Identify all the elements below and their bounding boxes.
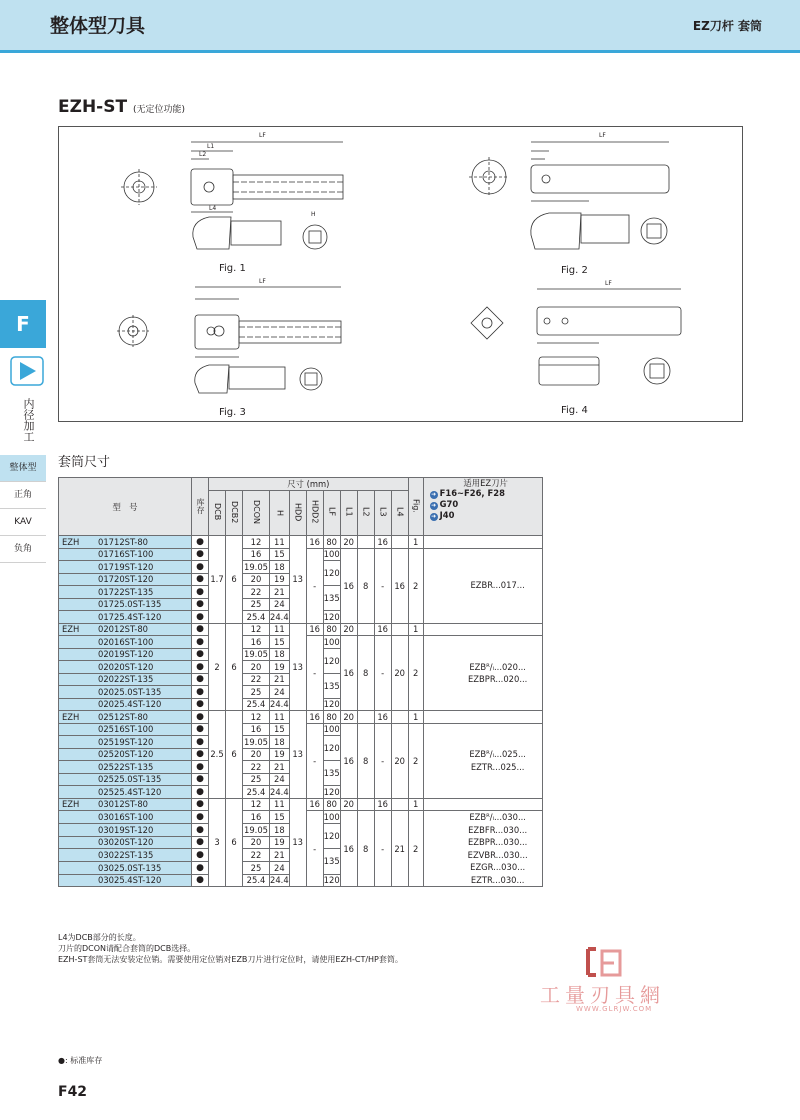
h-cell: 24 [270,598,290,611]
note-1: L4为DCB部分的长度。 [58,933,141,942]
stock-dot: ● [192,536,209,549]
l2-cell: 8 [357,636,374,711]
stock-dot: ● [192,611,209,624]
l2-cell [357,798,374,811]
lf-cell: 120 [323,823,340,849]
stock-dot: ● [192,686,209,699]
side-item-positive[interactable]: 正角 [0,482,46,509]
l2-cell: 8 [357,548,374,623]
dcon-cell: 16 [243,811,270,824]
lf-cell: 120 [323,699,340,710]
model-cell: 01716ST-100 [59,548,192,561]
stock-dot: ● [192,648,209,661]
stock-dot: ● [192,811,209,824]
l3-cell: - [374,723,391,798]
side-item-kav[interactable]: KAV [0,509,46,536]
l4-cell: 20 [391,636,408,711]
hdd2-cell: - [306,636,323,711]
insert-code: EZBPR...030... [468,837,528,847]
dcb2-cell: 6 [226,711,243,799]
h-cell: 19 [270,573,290,586]
page-title: 整体型刀具 [50,15,146,37]
h-cell: 24.4 [270,699,289,710]
dcon-cell: 19.05 [244,824,268,835]
model-cell: 02025.0ST-135 [59,686,192,699]
col-lf: LF [323,491,340,536]
h-cell: 21 [270,761,290,774]
model-cell: 03019ST-120 [59,823,192,836]
dcon-cell: 25 [243,686,270,699]
insert-code: EZBFR...030... [468,824,528,835]
l1-cell: 16 [340,548,357,623]
model-cell: EZH 02512ST-80 [59,711,192,724]
dcon-cell: 25 [243,598,270,611]
h-cell: 18 [270,561,290,574]
l3-cell: 16 [374,798,391,811]
h-cell: 19 [270,748,290,761]
dcon-cell: 16 [243,723,270,736]
dcon-cell: 25.4 [243,874,270,887]
stock-dot: ● [192,823,209,836]
lf-cell: 135 [323,673,340,698]
dcon-cell: 22 [243,761,270,774]
l1-cell: 16 [340,811,357,887]
hdd2-cell: 16 [306,536,323,549]
fig-cell: 1 [408,623,423,636]
hdd2-cell: - [306,811,323,887]
col-dcon: DCON [243,491,270,536]
h-cell: 11 [270,623,290,636]
l4-cell [391,711,408,724]
side-category-label: 内径加工 [22,398,35,442]
l3-cell: - [374,548,391,623]
h-cell: 19 [270,661,290,674]
internal-turning-icon [10,356,44,386]
lf-cell: 80 [323,623,340,636]
lf-cell: 100 [323,549,340,560]
model-cell: EZH 02012ST-80 [59,623,192,636]
fig-cell: 1 [408,536,423,549]
l2-cell: 8 [357,723,374,798]
dcon-cell: 22 [243,586,270,599]
fig-cell: 1 [408,798,423,811]
lf-cell: 80 [323,711,340,724]
section-title-text: EZH-ST [58,97,128,117]
figure-4-label: Fig. 4 [561,405,588,416]
h-cell: 24 [270,862,290,875]
hdd-cell: 13 [289,711,306,799]
model-cell: 02516ST-100 [59,723,192,736]
lf-cell: 120 [323,561,340,586]
dim-lf-2: LF [599,132,606,139]
dim-l4: L4 [209,205,217,212]
section-note: (无定位功能) [132,105,186,115]
dim-l2: L2 [199,151,207,158]
model-cell: 03020ST-120 [59,836,192,849]
l1-cell: 20 [340,711,357,724]
stock-dot: ● [192,586,209,599]
page-header [0,0,800,50]
h-cell: 11 [270,798,290,811]
dcon-cell: 22 [243,849,270,862]
l1-cell: 16 [340,723,357,798]
applicable-inserts-cell [423,723,542,798]
h-cell: 11 [270,711,290,724]
stock-dot: ● [192,636,209,649]
dcon-cell: 12 [243,623,270,636]
lf-cell: 120 [323,611,340,622]
notes [58,932,403,965]
app-cell [423,623,542,636]
side-nav [0,455,46,563]
lf-cell: 120 [323,875,340,886]
dim-h: H [311,211,316,218]
note-3: EZH-ST套筒无法安装定位销。需要使用定位销对EZB刀片进行定位时，请使用EZH-CT/HP套筒。 [58,955,403,964]
model-cell: 02022ST-135 [59,673,192,686]
l4-cell: 21 [391,811,408,887]
figure-1-label: Fig. 1 [219,263,246,274]
dcon-cell: 16 [243,636,270,649]
l4-cell: 20 [391,723,408,798]
stock-dot: ● [192,573,209,586]
insert-code: EZBR...017... [470,580,525,591]
app-cell [423,711,542,724]
l2-cell [357,536,374,549]
hdd2-cell: - [306,548,323,623]
figure-3-label: Fig. 3 [219,407,246,418]
l4-cell: 16 [391,548,408,623]
h-cell: 21 [270,673,290,686]
model-cell: 02520ST-120 [59,748,192,761]
model-cell: 03025.0ST-135 [59,862,192,875]
side-item-solid[interactable]: 整体型 [0,455,46,482]
dcb-cell: 1.7 [209,536,226,624]
model-cell: 01725.0ST-135 [59,598,192,611]
dcon-cell: 16 [243,548,270,561]
col-dcb: DCB [209,491,226,536]
figure-2-label: Fig. 2 [561,265,588,276]
dim-lf-4: LF [605,280,612,287]
l2-cell: 8 [357,811,374,887]
stock-dot: ● [192,798,209,811]
stock-dot: ● [192,773,209,786]
watermark-text: 工量刃具網 [540,983,665,1007]
dcon-cell: 20 [243,573,270,586]
h-cell: 15 [270,723,290,736]
dcb2-cell: 6 [226,536,243,624]
col-fig: Fig. [408,478,423,536]
side-item-negative[interactable]: 负角 [0,536,46,563]
dcon-cell: 25.4 [243,786,270,799]
lf-cell: 135 [323,586,340,611]
lf-cell: 80 [323,536,340,549]
col-h: H [270,491,290,536]
l1-cell: 20 [340,798,357,811]
h-cell: 24 [270,686,290,699]
dcb2-cell: 6 [226,798,243,887]
applicable-inserts-cell [423,811,542,887]
dcon-cell: 19.05 [244,649,268,660]
hdd-cell: 13 [289,536,306,624]
lf-cell: 100 [323,636,340,647]
stock-dot: ● [192,623,209,636]
col-model: 型 号 [59,478,192,536]
l2-cell [357,623,374,636]
hdd2-cell: - [306,723,323,798]
model-cell: 02525.4ST-120 [59,786,192,799]
dim-l1: L1 [207,143,215,150]
h-cell: 18 [270,823,290,836]
app-cell [423,798,542,811]
col-hdd: HDD [289,491,306,536]
model-cell: 01719ST-120 [59,561,192,574]
dim-lf-3: LF [259,278,266,285]
model-cell: 01725.4ST-120 [59,611,192,624]
fig-cell: 2 [408,548,423,623]
model-cell: 02025.4ST-120 [59,698,192,711]
dcon-cell: 19.05 [244,561,268,572]
model-cell: 02519ST-120 [59,736,192,749]
dcon-cell: 20 [243,661,270,674]
section-title [58,97,185,117]
insert-code: EZBPR...020... [468,674,528,684]
h-cell: 24.4 [270,611,289,622]
model-cell: 03016ST-100 [59,811,192,824]
col-l2: L2 [357,491,374,536]
h-cell: 21 [270,849,290,862]
dcon-cell: 19.05 [244,736,268,747]
h-cell: 15 [270,811,290,824]
table-row [59,623,543,636]
model-cell: 02016ST-100 [59,636,192,649]
fig-cell: 2 [408,636,423,711]
l4-cell [391,623,408,636]
l1-cell: 16 [340,636,357,711]
h-cell: 24.4 [270,875,289,886]
dcon-cell: 25 [243,862,270,875]
col-dcb2: DCB2 [226,491,243,536]
dcb2-cell: 6 [226,623,243,711]
h-cell: 18 [270,736,290,749]
stock-dot: ● [192,836,209,849]
h-cell: 15 [270,636,290,649]
figure-panel [58,126,743,422]
model-cell: 02020ST-120 [59,661,192,674]
watermark-logo-icon [584,945,624,979]
h-cell: 15 [270,548,290,561]
l2-cell [357,711,374,724]
watermark [540,945,680,1015]
page-subtitle: EZ刀杆 套筒 [692,19,762,33]
model-cell: 03022ST-135 [59,849,192,862]
hdd-cell: 13 [289,623,306,711]
dcon-cell: 12 [243,711,270,724]
lf-cell: 120 [323,736,340,761]
dcon-cell: 22 [243,673,270,686]
table-title: 套筒尺寸 [58,455,111,470]
lf-cell: 135 [323,849,340,875]
h-cell: 21 [270,586,290,599]
app-cell [423,536,542,549]
col-hdd2: HDD2 [306,491,323,536]
col-stock: 库存 [192,478,209,536]
model-cell: EZH 03012ST-80 [59,798,192,811]
model-cell: EZH 01712ST-80 [59,536,192,549]
dcon-cell: 12 [243,798,270,811]
stock-dot: ● [192,661,209,674]
hdd2-cell: 16 [306,623,323,636]
hdd-cell: 13 [289,798,306,887]
table-row [59,798,543,811]
stock-dot: ● [192,874,209,887]
applicable-inserts-cell [423,636,542,711]
h-cell: 24.4 [270,786,289,797]
stock-dot: ● [192,849,209,862]
l4-cell [391,536,408,549]
col-l1: L1 [340,491,357,536]
hdd2-cell: 16 [306,798,323,811]
table-row [59,536,543,549]
model-cell: 02522ST-135 [59,761,192,774]
stock-dot: ● [192,698,209,711]
col-l3: L3 [374,491,391,536]
col-dims: 尺寸 (mm) [209,478,409,491]
dcon-cell: 20 [243,836,270,849]
stock-dot: ● [192,723,209,736]
stock-dot: ● [192,561,209,574]
dcon-cell: 20 [243,748,270,761]
model-cell: 01720ST-120 [59,573,192,586]
stock-dot: ● [192,786,209,799]
dcon-cell: 12 [243,536,270,549]
l3-cell: - [374,811,391,887]
insert-code: EZBᴿ/ₗ...025... [469,749,526,759]
hdd2-cell: 16 [306,711,323,724]
insert-code: EZGR...030... [470,862,526,872]
l3-cell: - [374,636,391,711]
fig-cell: 2 [408,811,423,887]
insert-code: EZVBR...030... [467,849,528,860]
insert-code: EZTR...030... [470,874,525,885]
stock-dot: ● [192,748,209,761]
lf-cell: 120 [323,648,340,673]
h-cell: 19 [270,836,290,849]
model-cell: 03025.4ST-120 [59,874,192,887]
stock-dot: ● [192,711,209,724]
l1-cell: 20 [340,623,357,636]
lf-cell: 100 [323,811,340,822]
table-row [59,711,543,724]
insert-code: EZBᴿ/ₗ...030... [469,812,526,822]
note-2: 刀片的DCON请配合套筒的DCB选择。 [58,944,196,953]
stock-dot: ● [192,736,209,749]
header-divider [0,50,800,53]
dcon-cell: 25 [243,773,270,786]
lf-cell: 100 [323,724,340,735]
legend: ●: 标准库存 [58,1056,103,1065]
model-cell: 02525.0ST-135 [59,773,192,786]
l3-cell: 16 [374,623,391,636]
dcb-cell: 2.5 [209,711,226,799]
dcon-cell: 25.4 [243,698,270,711]
model-cell: 02019ST-120 [59,648,192,661]
technical-drawings [59,127,742,421]
insert-code: EZTR...025... [470,761,525,772]
dcb-cell: 3 [209,798,226,887]
sleeve-dimension-table [58,477,543,887]
stock-dot: ● [192,598,209,611]
h-cell: 24 [270,773,290,786]
dim-lf: LF [259,132,266,139]
insert-code: EZBᴿ/ₗ...020... [469,661,526,672]
lf-cell: 120 [323,786,340,797]
lf-cell: 80 [323,798,340,811]
stock-dot: ● [192,548,209,561]
watermark-url: WWW.GLRJW.COM [576,1005,653,1013]
stock-dot: ● [192,761,209,774]
l3-cell: 16 [374,711,391,724]
section-tab-f[interactable]: F [0,300,46,348]
page-number: F42 [58,1084,88,1100]
l4-cell [391,798,408,811]
stock-dot: ● [192,673,209,686]
l1-cell: 20 [340,536,357,549]
model-cell: 01722ST-135 [59,586,192,599]
col-applicable-inserts: 适用EZ刀片 ➜ F16~F26, F28 ➜ G70 ➜ J40 [423,478,542,536]
l3-cell: 16 [374,536,391,549]
dcb-cell: 2 [209,623,226,711]
stock-dot: ● [192,862,209,875]
h-cell: 18 [270,648,290,661]
applicable-inserts-cell [423,548,542,623]
fig-cell: 2 [408,723,423,798]
lf-cell: 135 [323,761,340,786]
col-l4: L4 [391,491,408,536]
fig-cell: 1 [408,711,423,724]
dcon-cell: 25.4 [243,611,270,624]
h-cell: 11 [270,536,290,549]
